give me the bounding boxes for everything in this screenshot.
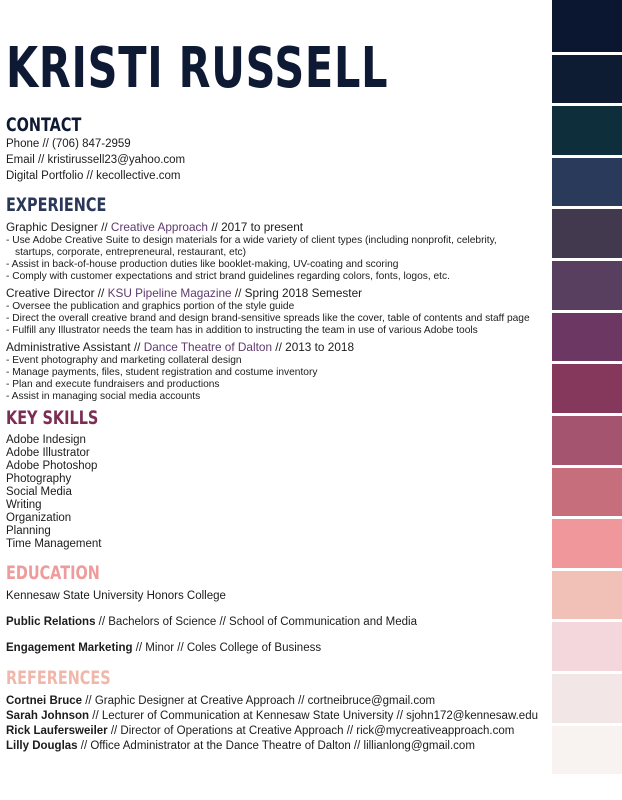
skill-item: Writing [6, 499, 42, 511]
job-title: Administrative Assistant // [6, 340, 141, 354]
email-value: kristirussell23@yahoo.com [47, 154, 186, 166]
skill-item: Time Management [6, 538, 102, 550]
job-dates: // Spring 2018 Semester [234, 286, 363, 300]
job-bullet: - Plan and execute fundraisers and productions [6, 379, 220, 390]
reference-detail: // Office Administrator at the Dance Theatre of Dalton // lillianlong@gmail.com [77, 740, 475, 752]
education-section [6, 562, 551, 655]
job-bullet: - Direct the overall creative brand and design brand-sensitive spreads like the cover, table of contents and staff page [6, 313, 530, 324]
skill-item: Adobe Illustrator [6, 447, 90, 459]
skill-item: Photography [6, 473, 72, 485]
references-heading: REFERENCES [6, 667, 111, 689]
job-title-line [6, 220, 551, 235]
color-swatch [552, 519, 622, 568]
job-bullet: - Use Adobe Creative Suite to design materials for a wide variety of client types (including nonprofit, celebrity, [6, 235, 497, 246]
color-swatch [552, 416, 622, 465]
job-dates: // 2013 to 2018 [275, 340, 355, 354]
job-bullet: - Event photography and marketing collateral design [6, 355, 242, 366]
reference-item [6, 724, 551, 739]
job-bullet: - Assist in back-of-house production duties like booklet-making, UV-coating and scoring [6, 259, 399, 270]
degree-detail: // Minor // Coles College of Business [132, 642, 322, 654]
education-entry [6, 641, 551, 655]
job-entry [6, 220, 551, 283]
color-swatch [552, 0, 622, 52]
degree-name: Public Relations [6, 616, 96, 628]
job-bullet: - Manage payments, files, student registration and costume inventory [6, 367, 318, 378]
job-organization: Creative Approach [110, 220, 208, 234]
job-title-line [6, 340, 551, 355]
email-label: Email // [6, 154, 48, 166]
education-school: Kennesaw State University Honors College [6, 590, 226, 602]
job-entry [6, 286, 551, 337]
job-bullet: - Oversee the publication and graphics portion of the style guide [6, 301, 295, 312]
reference-item [6, 694, 551, 709]
color-swatch [552, 313, 622, 361]
reference-detail: // Graphic Designer at Creative Approach // cortneibruce@gmail.com [82, 695, 436, 707]
portfolio-value: kecollective.com [96, 170, 181, 182]
reference-item [6, 709, 551, 724]
skills-section [6, 407, 551, 551]
color-swatch [552, 468, 622, 516]
color-swatch [552, 726, 622, 774]
candidate-name: KRISTI RUSSELL [6, 36, 389, 101]
contact-heading: CONTACT [6, 114, 82, 136]
education-heading: EDUCATION [6, 562, 100, 584]
skill-item: Planning [6, 525, 51, 537]
references-section [6, 667, 551, 754]
job-bullet: startups, corporate, entrepreneural, restaurant, etc) [15, 247, 247, 258]
job-title-line [6, 286, 551, 301]
education-entry [6, 615, 551, 629]
contact-section [6, 114, 551, 184]
reference-name: Lilly Douglas [6, 740, 78, 752]
color-swatch [552, 674, 622, 723]
job-bullet: - Fulfill any Illustrator needs the team has in addition to instructing the team in use of various Adobe tools [6, 325, 478, 336]
color-swatch [552, 261, 622, 310]
job-bullet: - Comply with customer expectations and strict brand guidelines regarding colors, fonts, logos, etc. [6, 271, 450, 282]
skill-item: Social Media [6, 486, 72, 498]
degree-name: Engagement Marketing [6, 642, 133, 654]
job-organization: KSU Pipeline Magazine [107, 286, 232, 300]
reference-name: Sarah Johnson [6, 710, 90, 722]
reference-detail: // Lecturer of Communication at Kennesaw State University // sjohn172@kennesaw.edu [89, 710, 538, 722]
color-swatch [552, 622, 622, 671]
job-bullet: - Assist in managing social media accounts [6, 391, 201, 402]
portfolio-line [6, 168, 551, 184]
skill-item: Organization [6, 512, 72, 524]
job-title: Creative Director // [6, 286, 105, 300]
color-swatch [552, 209, 622, 258]
skill-item: Adobe Indesign [6, 434, 86, 446]
reference-name: Rick Laufersweiler [6, 725, 108, 737]
job-organization: Dance Theatre of Dalton [143, 340, 273, 354]
experience-heading: EXPERIENCE [6, 194, 107, 216]
color-swatch [552, 106, 622, 155]
color-swatch-strip [552, 0, 622, 800]
email-line [6, 152, 551, 168]
job-entry [6, 340, 551, 403]
phone-label: Phone // [6, 138, 53, 150]
degree-detail: // Bachelors of Science // School of Communication and Media [95, 616, 417, 628]
color-swatch [552, 364, 622, 413]
color-swatch [552, 158, 622, 206]
reference-item [6, 739, 551, 754]
job-dates: // 2017 to present [211, 220, 304, 234]
color-swatch [552, 55, 622, 103]
phone-line [6, 136, 551, 152]
phone-value: (706) 847-2959 [52, 138, 131, 150]
color-swatch [552, 571, 622, 619]
reference-name: Cortnei Bruce [6, 695, 83, 707]
reference-detail: // Director of Operations at Creative Approach // rick@mycreativeapproach.com [107, 725, 515, 737]
job-title: Graphic Designer // [6, 220, 108, 234]
experience-section [6, 194, 551, 403]
skill-item: Adobe Photoshop [6, 460, 98, 472]
skills-heading: KEY SKILLS [6, 407, 99, 429]
portfolio-label: Digital Portfolio // [6, 170, 97, 182]
